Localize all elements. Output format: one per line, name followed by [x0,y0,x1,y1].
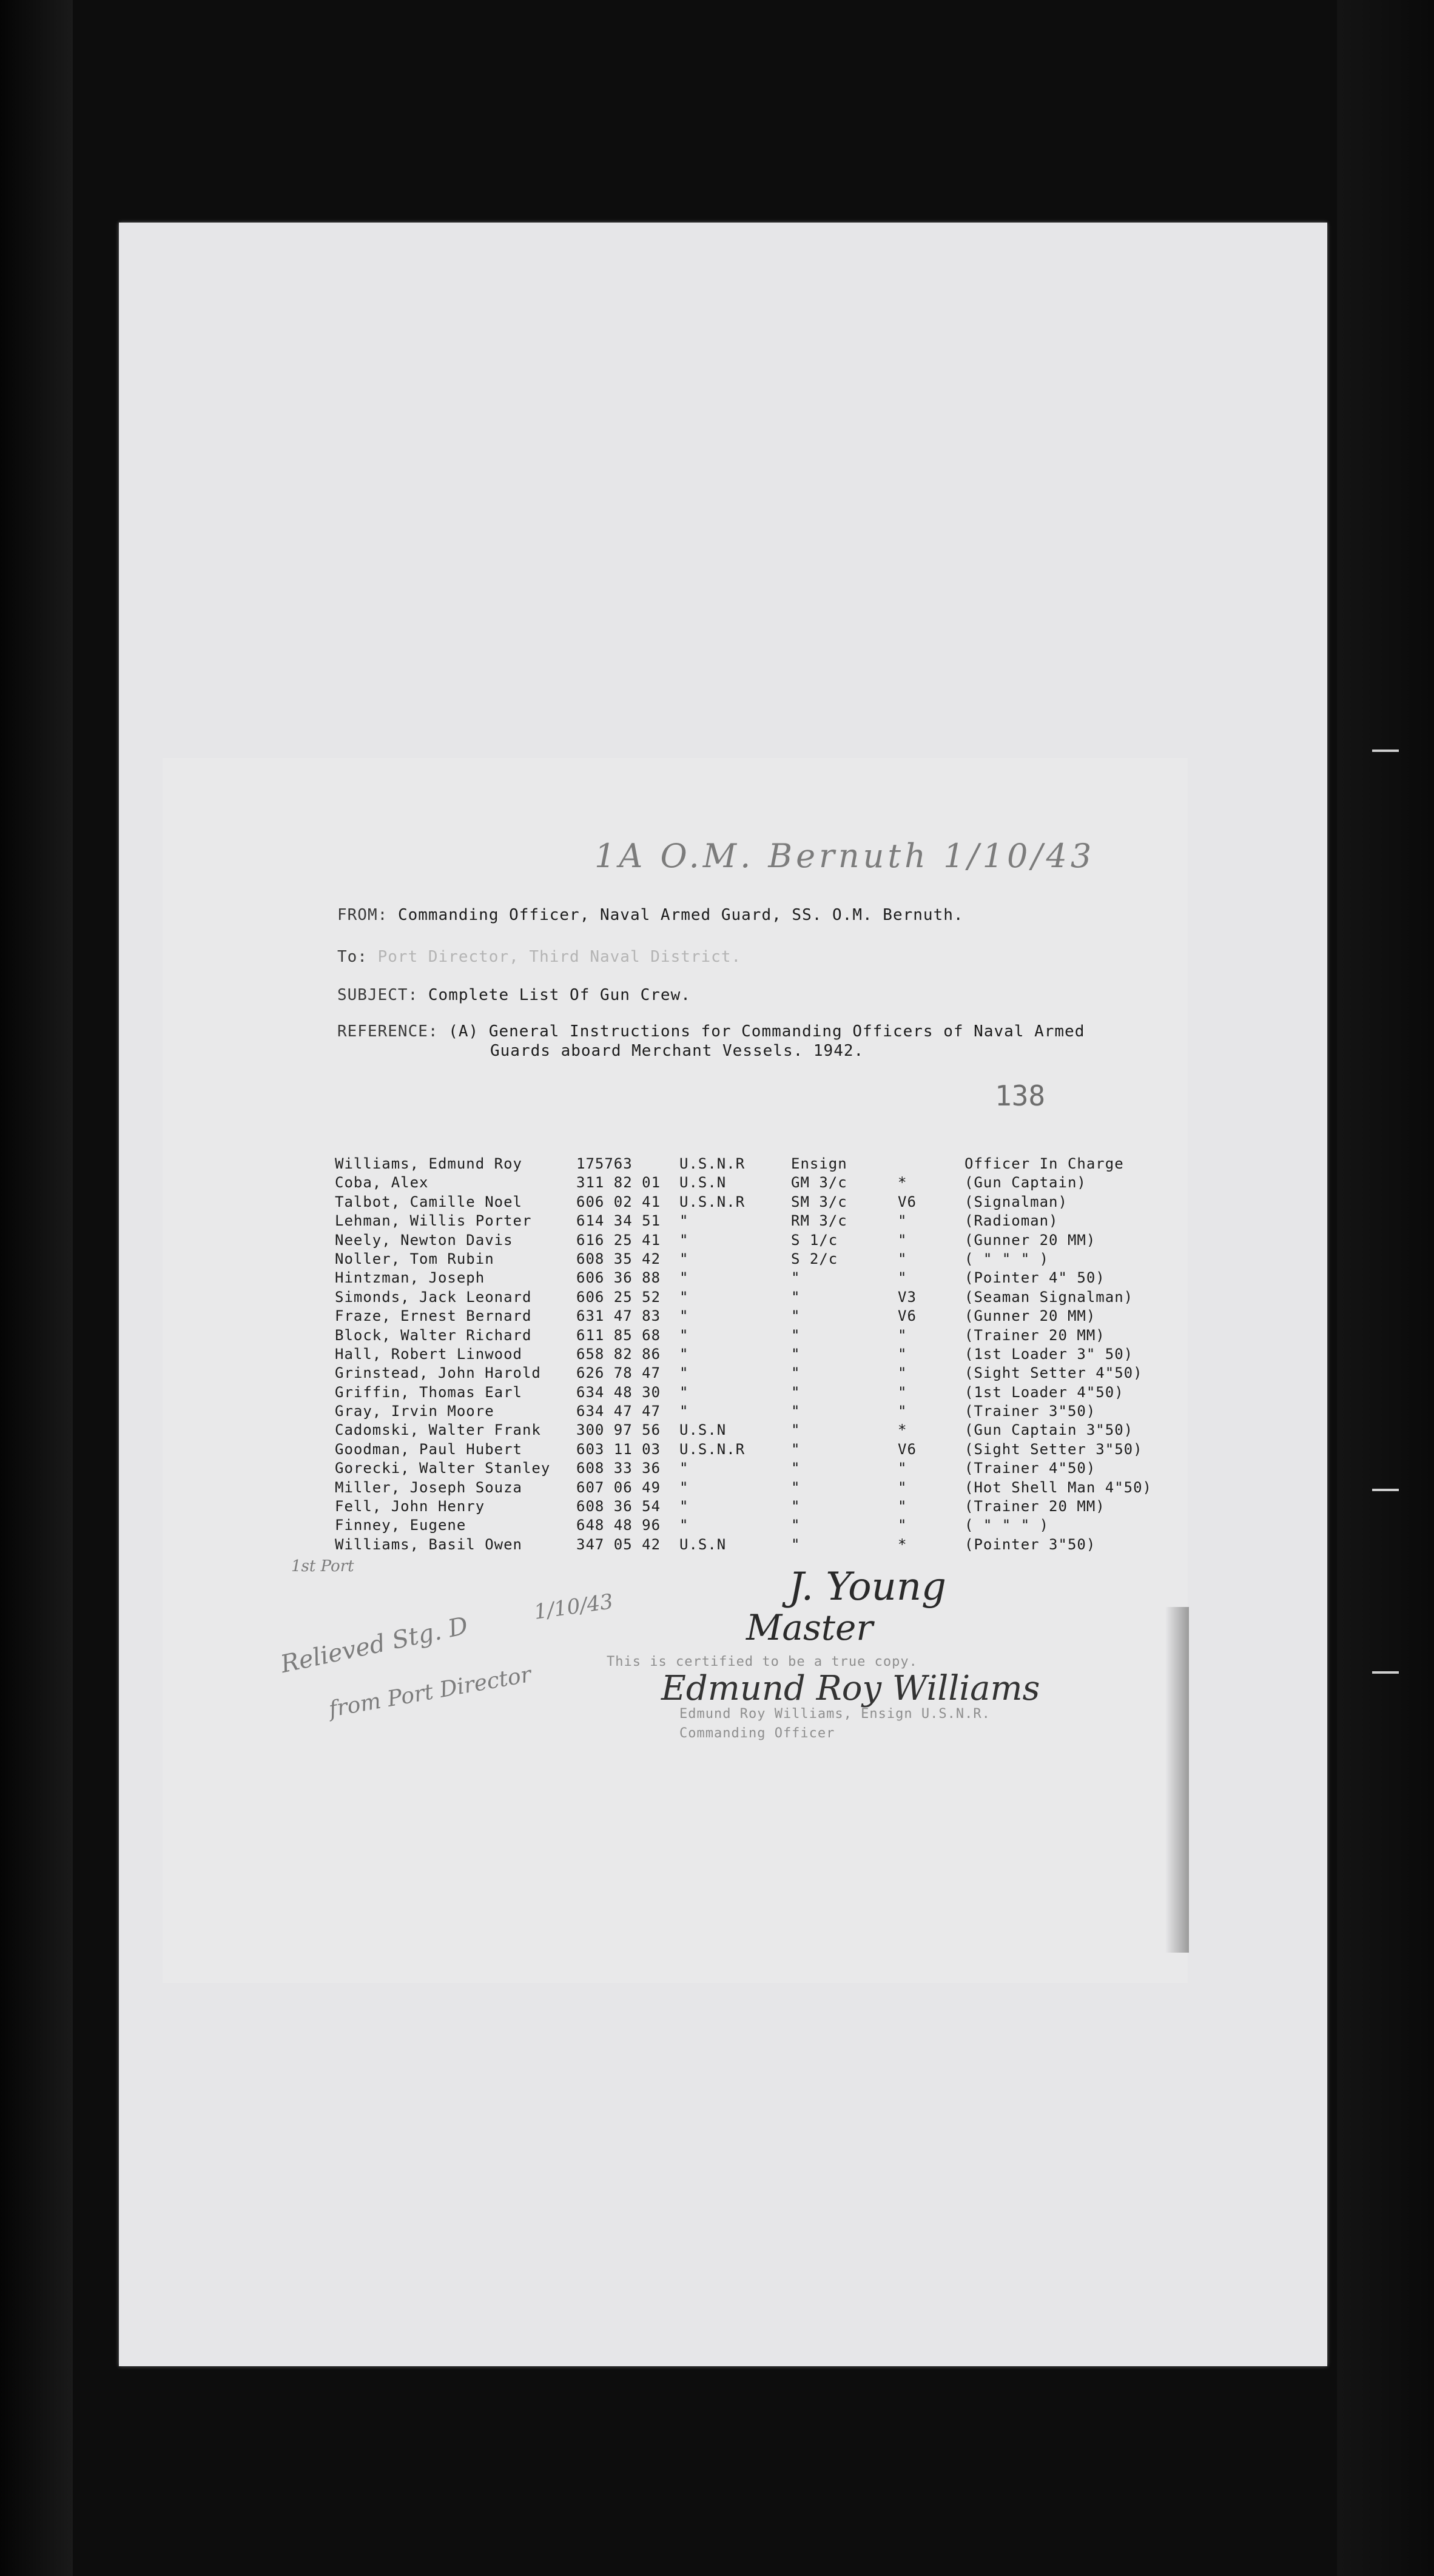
crew-name: Block, Walter Richard [335,1326,532,1344]
crew-rating: " [791,1383,801,1401]
service-branch: U.S.N [679,1535,727,1553]
service-branch: " [679,1212,689,1230]
crew-mark: " [898,1269,907,1287]
crew-duty: (Gunner 20 MM) [964,1307,1096,1325]
service-branch: " [679,1345,689,1363]
crew-mark: " [898,1250,907,1267]
crew-mark: " [898,1364,907,1382]
edge-tick [1372,750,1399,752]
crew-name: Cadomski, Walter Frank [335,1421,541,1439]
crew-rating: " [791,1345,801,1363]
left-handwriting-3: from Port Director [327,1662,533,1723]
reference-text-1: (A) General Instructions for Commanding Officers of Naval Armed [448,1022,1085,1041]
crew-mark: " [898,1231,907,1249]
service-branch: " [679,1231,689,1249]
crew-name: Grinstead, John Harold [335,1364,541,1382]
page-stamp: 138 [995,1079,1046,1112]
service-number: 607 06 49 [576,1478,661,1496]
crew-mark: " [898,1326,907,1344]
crew-name: Fraze, Ernest Bernard [335,1307,532,1325]
crew-duty: (Gunner 20 MM) [964,1231,1096,1249]
from-line [337,906,964,924]
service-branch: U.S.N [679,1421,727,1439]
handwritten-heading: 1A O.M. Bernuth 1/10/43 [594,837,1096,875]
edge-tick [1372,1671,1399,1674]
crew-name: Hintzman, Joseph [335,1269,485,1287]
service-number: 175763 [576,1155,633,1172]
crew-rating: " [791,1498,801,1515]
officer-signature: Edmund Roy Williams [661,1669,1040,1708]
service-number: 606 02 41 [576,1193,661,1210]
crew-rating: " [791,1288,801,1306]
crew-rating: " [791,1269,801,1287]
crew-rating: Ensign [791,1155,847,1172]
master-signature-title: Master [746,1607,874,1648]
crew-rating: " [791,1478,801,1496]
service-number: 606 36 88 [576,1269,661,1287]
service-branch: " [679,1307,689,1325]
crew-duty: (Pointer 3"50) [964,1535,1096,1553]
crew-mark: V6 [898,1307,917,1325]
crew-duty: (Radioman) [964,1212,1059,1230]
crew-mark: " [898,1212,907,1230]
crew-duty: (Pointer 4" 50) [964,1269,1105,1287]
to-label: To: [337,948,368,966]
crew-rating: SM 3/c [791,1193,847,1210]
service-branch: U.S.N.R [679,1440,746,1458]
crew-mark: " [898,1478,907,1496]
crew-name: Fell, John Henry [335,1498,485,1515]
service-number: 611 85 68 [576,1326,661,1344]
crew-mark: V6 [898,1193,917,1210]
service-number: 311 82 01 [576,1174,661,1192]
crew-duty: (Seaman Signalman) [964,1288,1134,1306]
crew-rating: " [791,1517,801,1534]
service-branch: " [679,1517,689,1534]
crew-name: Gorecki, Walter Stanley [335,1460,551,1477]
crew-name: Williams, Basil Owen [335,1535,522,1553]
crew-duty: Officer In Charge [964,1155,1124,1172]
subject-text: Complete List Of Gun Crew. [428,986,691,1004]
service-number: 608 33 36 [576,1460,661,1477]
crew-rating: " [791,1326,801,1344]
crew-rating: GM 3/c [791,1174,847,1192]
service-number: 648 48 96 [576,1517,661,1534]
service-number: 634 48 30 [576,1383,661,1401]
service-number: 603 11 03 [576,1440,661,1458]
to-text: Port Director, Third Naval District. [377,948,742,966]
service-branch: " [679,1498,689,1515]
service-number: 608 36 54 [576,1498,661,1515]
crew-rating: " [791,1403,801,1420]
service-branch: " [679,1269,689,1287]
service-branch: " [679,1326,689,1344]
crew-name: Neely, Newton Davis [335,1231,513,1249]
left-handwriting-1: Relieved Stg. D [278,1611,471,1679]
service-branch: U.S.N.R [679,1155,746,1172]
from-label: FROM: [337,906,388,924]
reference-line [337,1022,1085,1041]
service-branch: " [679,1364,689,1382]
service-branch: " [679,1460,689,1477]
crew-mark: " [898,1403,907,1420]
crew-rating: " [791,1535,801,1553]
crew-mark: " [898,1498,907,1515]
service-number: 631 47 83 [576,1307,661,1325]
service-number: 658 82 86 [576,1345,661,1363]
crew-name: Griffin, Thomas Earl [335,1383,522,1401]
scan-border-left [0,0,73,2576]
subject-line [337,986,691,1004]
service-number: 634 47 47 [576,1403,661,1420]
crew-duty: (Gun Captain) [964,1174,1086,1192]
subject-label: SUBJECT: [337,986,419,1004]
certified-statement: This is certified to be a true copy. [607,1654,918,1669]
service-number: 608 35 42 [576,1250,661,1267]
service-branch: " [679,1250,689,1267]
crew-rating: " [791,1364,801,1382]
crew-mark: V3 [898,1288,917,1306]
crew-duty: (Trainer 20 MM) [964,1498,1105,1515]
crew-mark: " [898,1345,907,1363]
crew-name: Coba, Alex [335,1174,429,1192]
service-branch: " [679,1383,689,1401]
typed-officer-name: Edmund Roy Williams, Ensign U.S.N.R. [679,1706,991,1722]
crew-rating: S 2/c [791,1250,838,1267]
crew-name: Talbot, Camille Noel [335,1193,522,1210]
service-number: 616 25 41 [576,1231,661,1249]
crew-duty: (Sight Setter 3"50) [964,1440,1143,1458]
service-number: 347 05 42 [576,1535,661,1553]
crew-duty: (Trainer 3"50) [964,1403,1096,1420]
crew-name: Gray, Irvin Moore [335,1403,494,1420]
service-number: 300 97 56 [576,1421,661,1439]
crew-duty: (Sight Setter 4"50) [964,1364,1143,1382]
edge-tick [1372,1489,1399,1491]
to-line [337,948,741,966]
crew-duty: ( " " " ) [964,1517,1049,1534]
crew-duty: (Gun Captain 3"50) [964,1421,1134,1439]
crew-mark: " [898,1460,907,1477]
crew-name: Finney, Eugene [335,1517,466,1534]
left-note: 1st Port [291,1557,354,1575]
crew-mark: * [898,1174,907,1192]
crew-rating: " [791,1440,801,1458]
crew-mark: V6 [898,1440,917,1458]
crew-name: Williams, Edmund Roy [335,1155,522,1172]
from-text: Commanding Officer, Naval Armed Guard, SS. O.M. Bernuth. [397,906,964,924]
crew-rating: " [791,1307,801,1325]
crew-rating: " [791,1421,801,1439]
service-branch: U.S.N.R [679,1193,746,1210]
crew-name: Simonds, Jack Leonard [335,1288,532,1306]
crew-name: Goodman, Paul Hubert [335,1440,522,1458]
service-number: 606 25 52 [576,1288,661,1306]
service-number: 626 78 47 [576,1364,661,1382]
crew-rating: " [791,1460,801,1477]
page-fold [1166,1607,1189,1953]
crew-duty: (Trainer 4"50) [964,1460,1096,1477]
crew-rating: S 1/c [791,1231,838,1249]
crew-duty: (1st Loader 4"50) [964,1383,1124,1401]
crew-duty: (Hot Shell Man 4"50) [964,1478,1152,1496]
crew-name: Lehman, Willis Porter [335,1212,532,1230]
crew-name: Miller, Joseph Souza [335,1478,522,1496]
reference-label: REFERENCE: [337,1022,439,1041]
reference-line-2: Guards aboard Merchant Vessels. 1942. [490,1042,864,1060]
crew-rating: RM 3/c [791,1212,847,1230]
crew-duty: (1st Loader 3" 50) [964,1345,1134,1363]
service-branch: " [679,1288,689,1306]
service-number: 614 34 51 [576,1212,661,1230]
typed-officer-title: Commanding Officer [679,1726,835,1741]
service-branch: " [679,1478,689,1496]
crew-mark: * [898,1421,907,1439]
master-signature-name: J. Young [789,1565,946,1609]
crew-name: Hall, Robert Linwood [335,1345,522,1363]
scan-border-right [1337,0,1434,2576]
crew-name: Noller, Tom Rubin [335,1250,494,1267]
crew-mark: " [898,1517,907,1534]
service-branch: U.S.N [679,1174,727,1192]
crew-duty: (Trainer 20 MM) [964,1326,1105,1344]
crew-duty: ( " " " ) [964,1250,1049,1267]
service-branch: " [679,1403,689,1420]
crew-mark: * [898,1535,907,1553]
crew-duty: (Signalman) [964,1193,1068,1210]
left-handwriting-2: 1/10/43 [532,1589,615,1625]
crew-mark: " [898,1383,907,1401]
